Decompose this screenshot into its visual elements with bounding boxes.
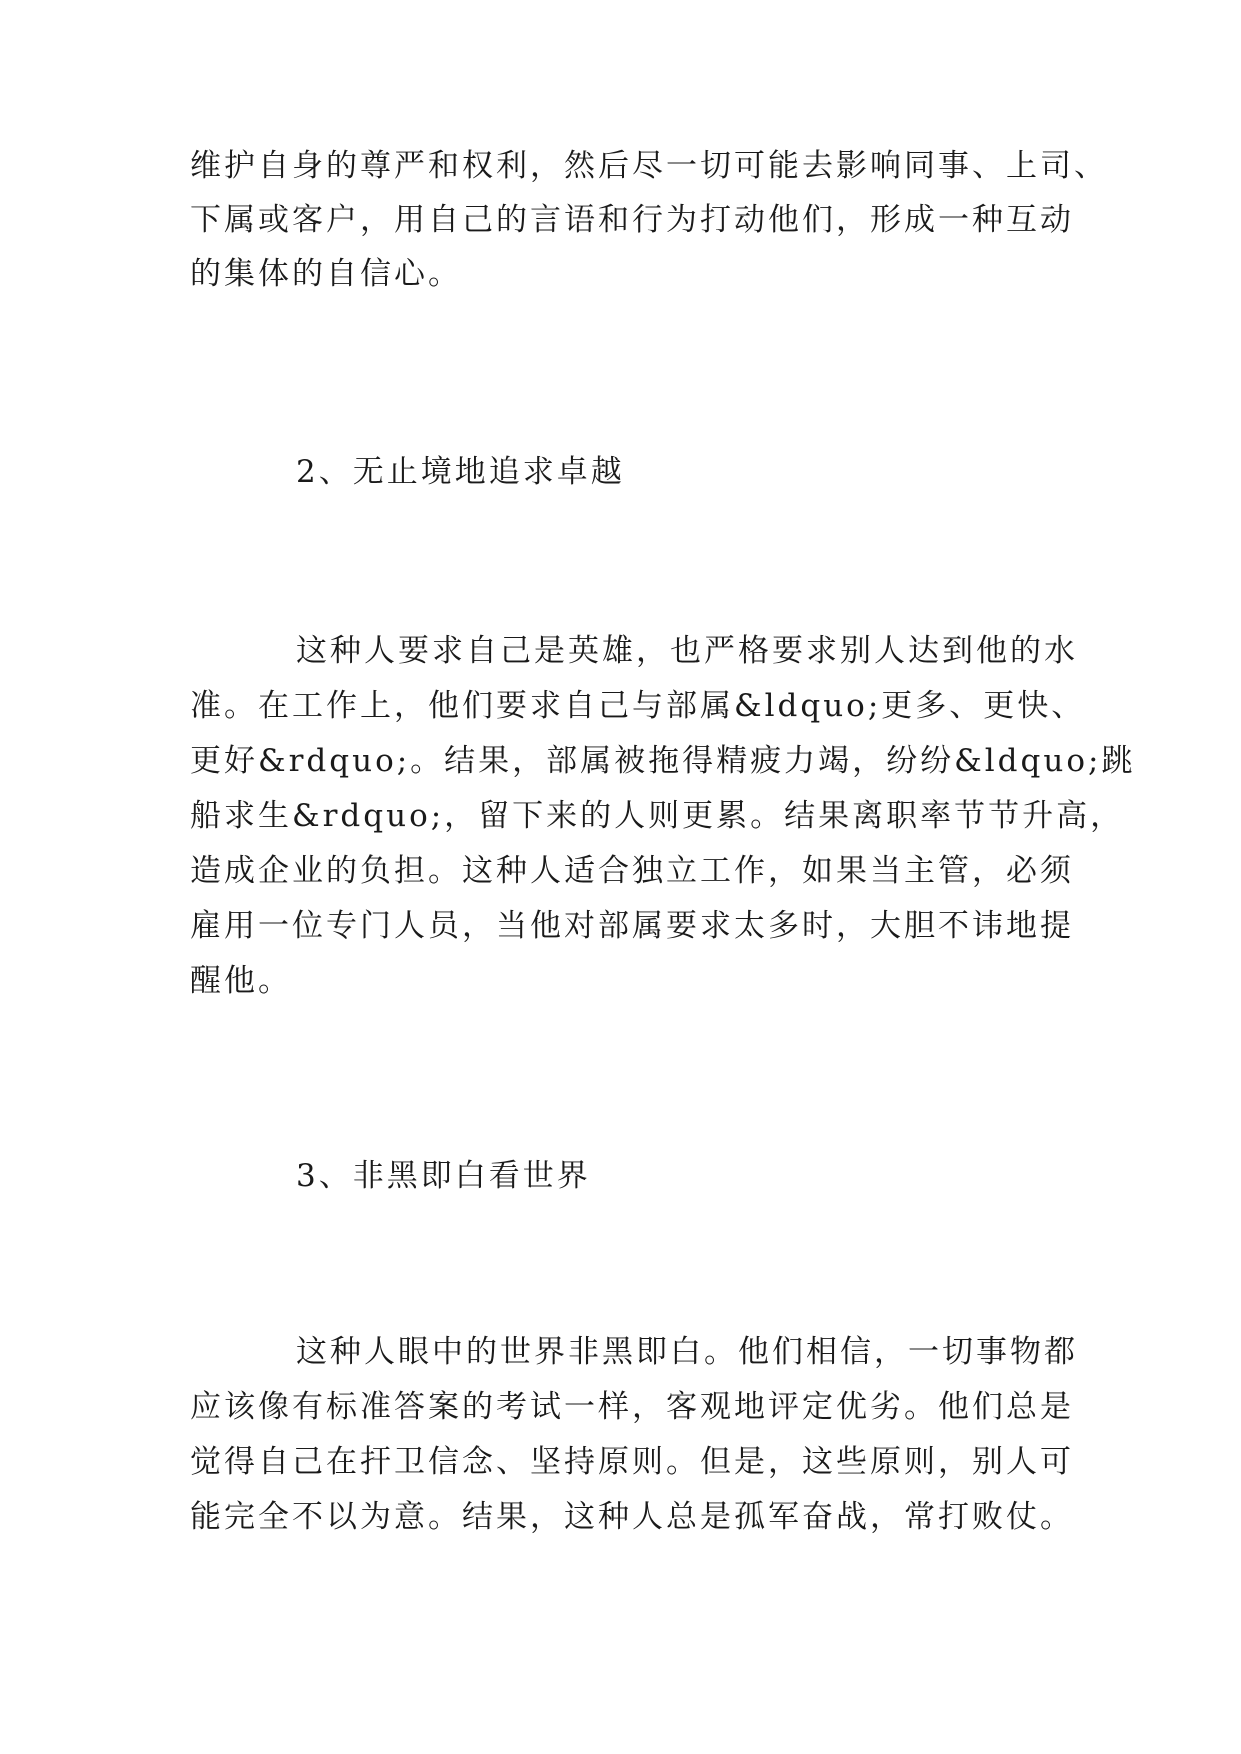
paragraph-2-line-7: 醒他。 bbox=[190, 963, 292, 999]
section-heading-2: 2、无止境地追求卓越 bbox=[296, 454, 625, 490]
paragraph-3-line-1: 这种人眼中的世界非黑即白。他们相信，一切事物都 bbox=[296, 1334, 1078, 1370]
paragraph-3-line-3: 觉得自己在扞卫信念、坚持原则。但是，这些原则，别人可 bbox=[190, 1444, 1074, 1480]
paragraph-1-line-1: 维护自身的尊严和权利，然后尽一切可能去影响同事、上司、 bbox=[190, 148, 1108, 184]
paragraph-3-line-4: 能完全不以为意。结果，这种人总是孤军奋战，常打败仗。 bbox=[190, 1499, 1074, 1535]
paragraph-2-line-1: 这种人要求自己是英雄，也严格要求别人达到他的水 bbox=[296, 633, 1078, 669]
paragraph-1-line-2: 下属或客户，用自己的言语和行为打动他们，形成一种互动 bbox=[190, 202, 1074, 238]
paragraph-2-line-4: 船求生&rdquo;，留下来的人则更累。结果离职率节节升高， bbox=[190, 798, 1125, 834]
paragraph-2-line-3: 更好&rdquo;。结果，部属被拖得精疲力竭，纷纷&ldquo;跳 bbox=[190, 743, 1136, 779]
paragraph-2-line-6: 雇用一位专门人员，当他对部属要求太多时，大胆不讳地提 bbox=[190, 908, 1074, 944]
paragraph-3-line-2: 应该像有标准答案的考试一样，客观地评定优劣。他们总是 bbox=[190, 1389, 1074, 1425]
paragraph-2-line-5: 造成企业的负担。这种人适合独立工作，如果当主管，必须 bbox=[190, 853, 1074, 889]
paragraph-1-line-3: 的集体的自信心。 bbox=[190, 256, 462, 292]
section-heading-3: 3、非黑即白看世界 bbox=[296, 1158, 591, 1194]
paragraph-2-line-2: 准。在工作上，他们要求自己与部属&ldquo;更多、更快、 bbox=[190, 688, 1086, 724]
